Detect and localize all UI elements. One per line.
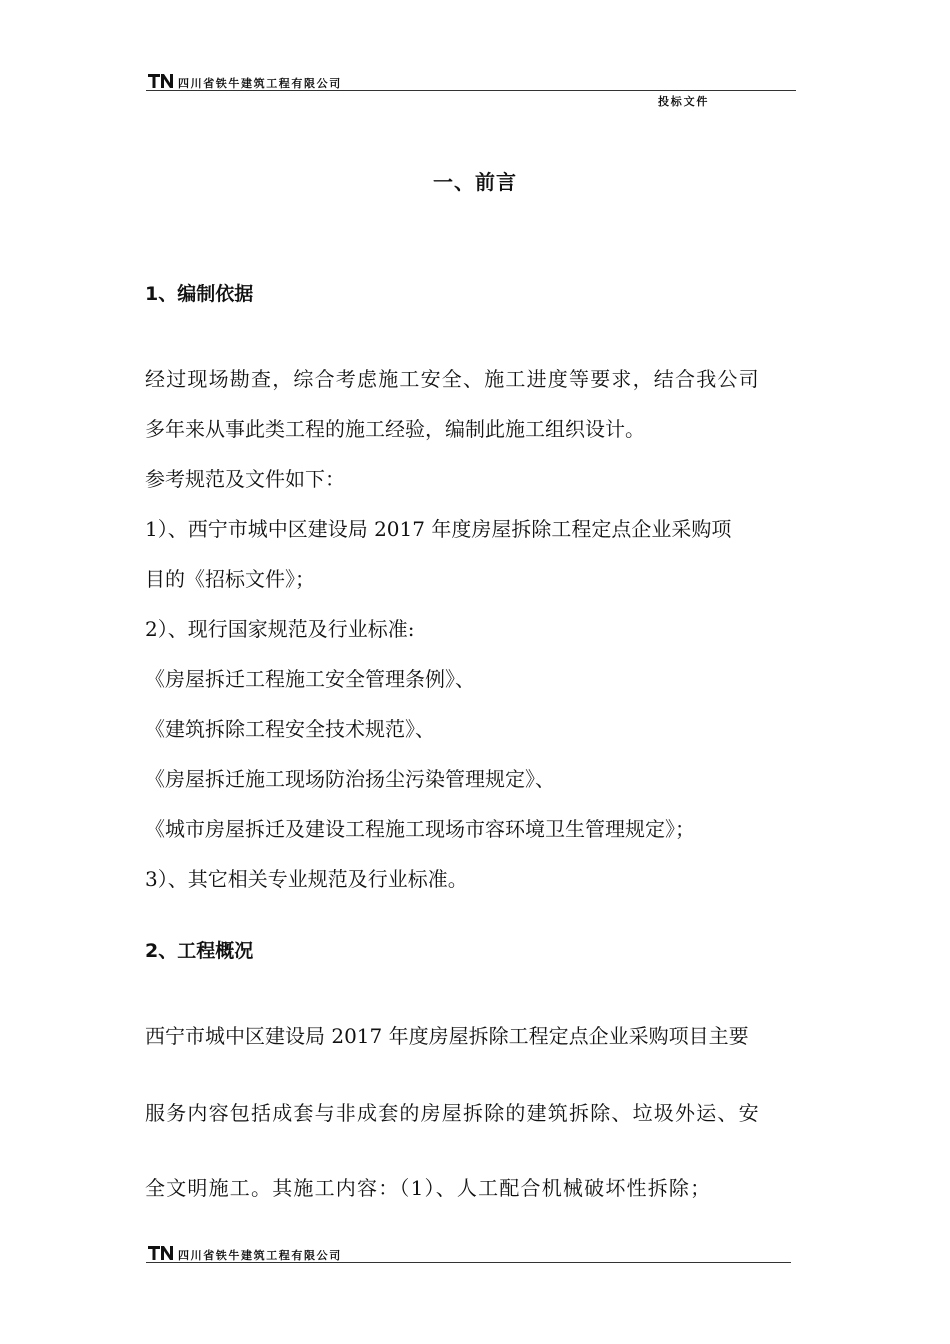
header-rule: [146, 90, 796, 91]
header-company-name: 四川省铁牛建筑工程有限公司: [178, 77, 342, 90]
section-1-line: 2）、现行国家规范及行业标准:: [145, 617, 415, 641]
section-1-line: 3）、其它相关专业规范及行业标准。: [145, 867, 468, 891]
section-2-line: 西宁市城中区建设局 2017 年度房屋拆除工程定点企业采购项目主要: [145, 1024, 749, 1048]
section-1-heading: 1、编制依据: [145, 283, 254, 305]
footer-logo-icon: [147, 1244, 175, 1262]
section-1-line: 目的《招标文件》；: [145, 567, 315, 591]
page-title: [0, 166, 950, 195]
section-1-line: 《房屋拆迁工程施工安全管理条例》、: [145, 667, 475, 691]
footer-company-name: 四川省铁牛建筑工程有限公司: [178, 1249, 342, 1262]
section-2-line: 服务内容包括成套与非成套的房屋拆除的建筑拆除、垃圾外运、安: [145, 1101, 760, 1125]
section-1-line: 多年来从事此类工程的施工经验，编制此施工组织设计。: [145, 417, 645, 441]
section-1-line: 经过现场勘查，综合考虑施工安全、施工进度等要求，结合我公司: [145, 367, 760, 391]
header-doc-label: 投标文件: [658, 95, 710, 108]
footer-rule: [146, 1262, 791, 1263]
company-logo-icon: [147, 72, 175, 90]
section-1-line: 1）、西宁市城中区建设局 2017 年度房屋拆除工程定点企业采购项: [145, 517, 732, 541]
section-2-heading: 2、工程概况: [145, 940, 254, 962]
section-1-line: 《房屋拆迁施工现场防治扬尘污染管理规定》、: [145, 767, 555, 791]
section-2-line: 全文明施工。其施工内容：（1）、人工配合机械破坏性拆除；: [145, 1176, 712, 1200]
section-1-line: 《城市房屋拆迁及建设工程施工现场市容环境卫生管理规定》；: [145, 817, 695, 841]
section-1-line: 参考规范及文件如下：: [145, 467, 345, 491]
section-1-line: 《建筑拆除工程安全技术规范》、: [145, 717, 435, 741]
page-title-text: 一、前言: [433, 170, 517, 194]
